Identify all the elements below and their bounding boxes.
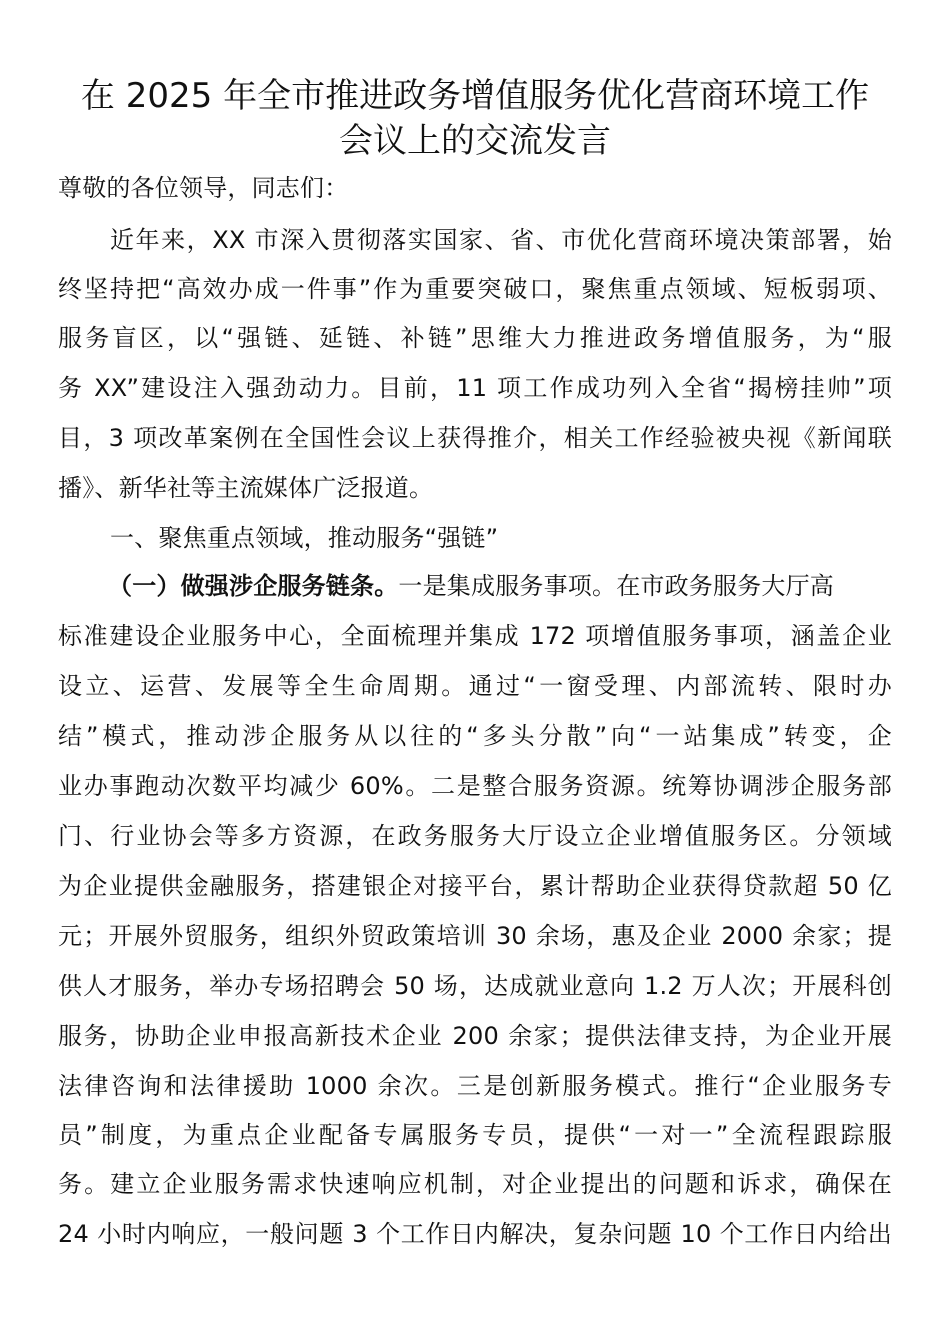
subsection-heading: （一）做强涉企服务链条。 bbox=[108, 572, 399, 600]
intro-line: 服务盲区，以“强链、延链、补链”思维大力推进政务增值服务，为“服 bbox=[58, 324, 892, 352]
intro-line: 播》、新华社等主流媒体广泛报道。 bbox=[58, 474, 434, 502]
body-line: 业办事跑动次数平均减少 60%。二是整合服务资源。统筹协调涉企服务部 bbox=[58, 772, 892, 800]
section-heading: 一、聚焦重点领域，推动服务“强链” bbox=[110, 524, 499, 552]
body-line: 务。建立企业服务需求快速响应机制，对企业提出的问题和诉求，确保在 bbox=[58, 1170, 892, 1198]
intro-line: 目，3 项改革案例在全国性会议上获得推介，相关工作经验被央视《新闻联 bbox=[58, 424, 892, 452]
body-line: 员”制度，为重点企业配备专属服务专员，提供“一对一”全流程跟踪服 bbox=[58, 1121, 892, 1149]
body-line: 结”模式，推动涉企服务从以往的“多头分散”向“一站集成”转变，企 bbox=[58, 722, 892, 750]
salutation: 尊敬的各位领导，同志们： bbox=[58, 174, 349, 202]
subsection-first-text: 一是集成服务事项。在市政务服务大厅高 bbox=[398, 572, 835, 600]
body-line: 24 小时内响应，一般问题 3 个工作日内解决，复杂问题 10 个工作日内给出 bbox=[58, 1220, 892, 1248]
intro-line: 终坚持把“高效办成一件事”作为重要突破口，聚焦重点领域、短板弱项、 bbox=[58, 275, 892, 303]
document-title-line-2: 会议上的交流发言 bbox=[339, 121, 611, 161]
body-line: 门、行业协会等多方资源，在政务服务大厅设立企业增值服务区。分领域 bbox=[58, 822, 892, 850]
body-line: 为企业提供金融服务，搭建银企对接平台，累计帮助企业获得贷款超 50 亿 bbox=[58, 872, 892, 900]
body-line: 法律咨询和法律援助 1000 余次。三是创新服务模式。推行“企业服务专 bbox=[58, 1072, 892, 1100]
body-line: 服务，协助企业申报高新技术企业 200 余家；提供法律支持，为企业开展 bbox=[58, 1022, 892, 1050]
intro-line: 务 XX”建设注入强劲动力。目前，11 项工作成功列入全省“揭榜挂帅”项 bbox=[58, 374, 892, 402]
document-title-line-1: 在 2025 年全市推进政务增值服务优化营商环境工作 bbox=[80, 76, 870, 116]
body-line: 元；开展外贸服务，组织外贸政策培训 30 余场，惠及企业 2000 余家；提 bbox=[58, 922, 892, 950]
intro-line: 近年来，XX 市深入贯彻落实国家、省、市优化营商环境决策部署，始 bbox=[110, 226, 892, 254]
body-line: 供人才服务，举办专场招聘会 50 场，达成就业意向 1.2 万人次；开展科创 bbox=[58, 972, 892, 1000]
subsection-first-line bbox=[108, 568, 892, 604]
body-line: 设立、运营、发展等全生命周期。通过“一窗受理、内部流转、限时办 bbox=[58, 672, 892, 700]
body-line: 标准建设企业服务中心，全面梳理并集成 172 项增值服务事项，涵盖企业 bbox=[58, 622, 892, 650]
